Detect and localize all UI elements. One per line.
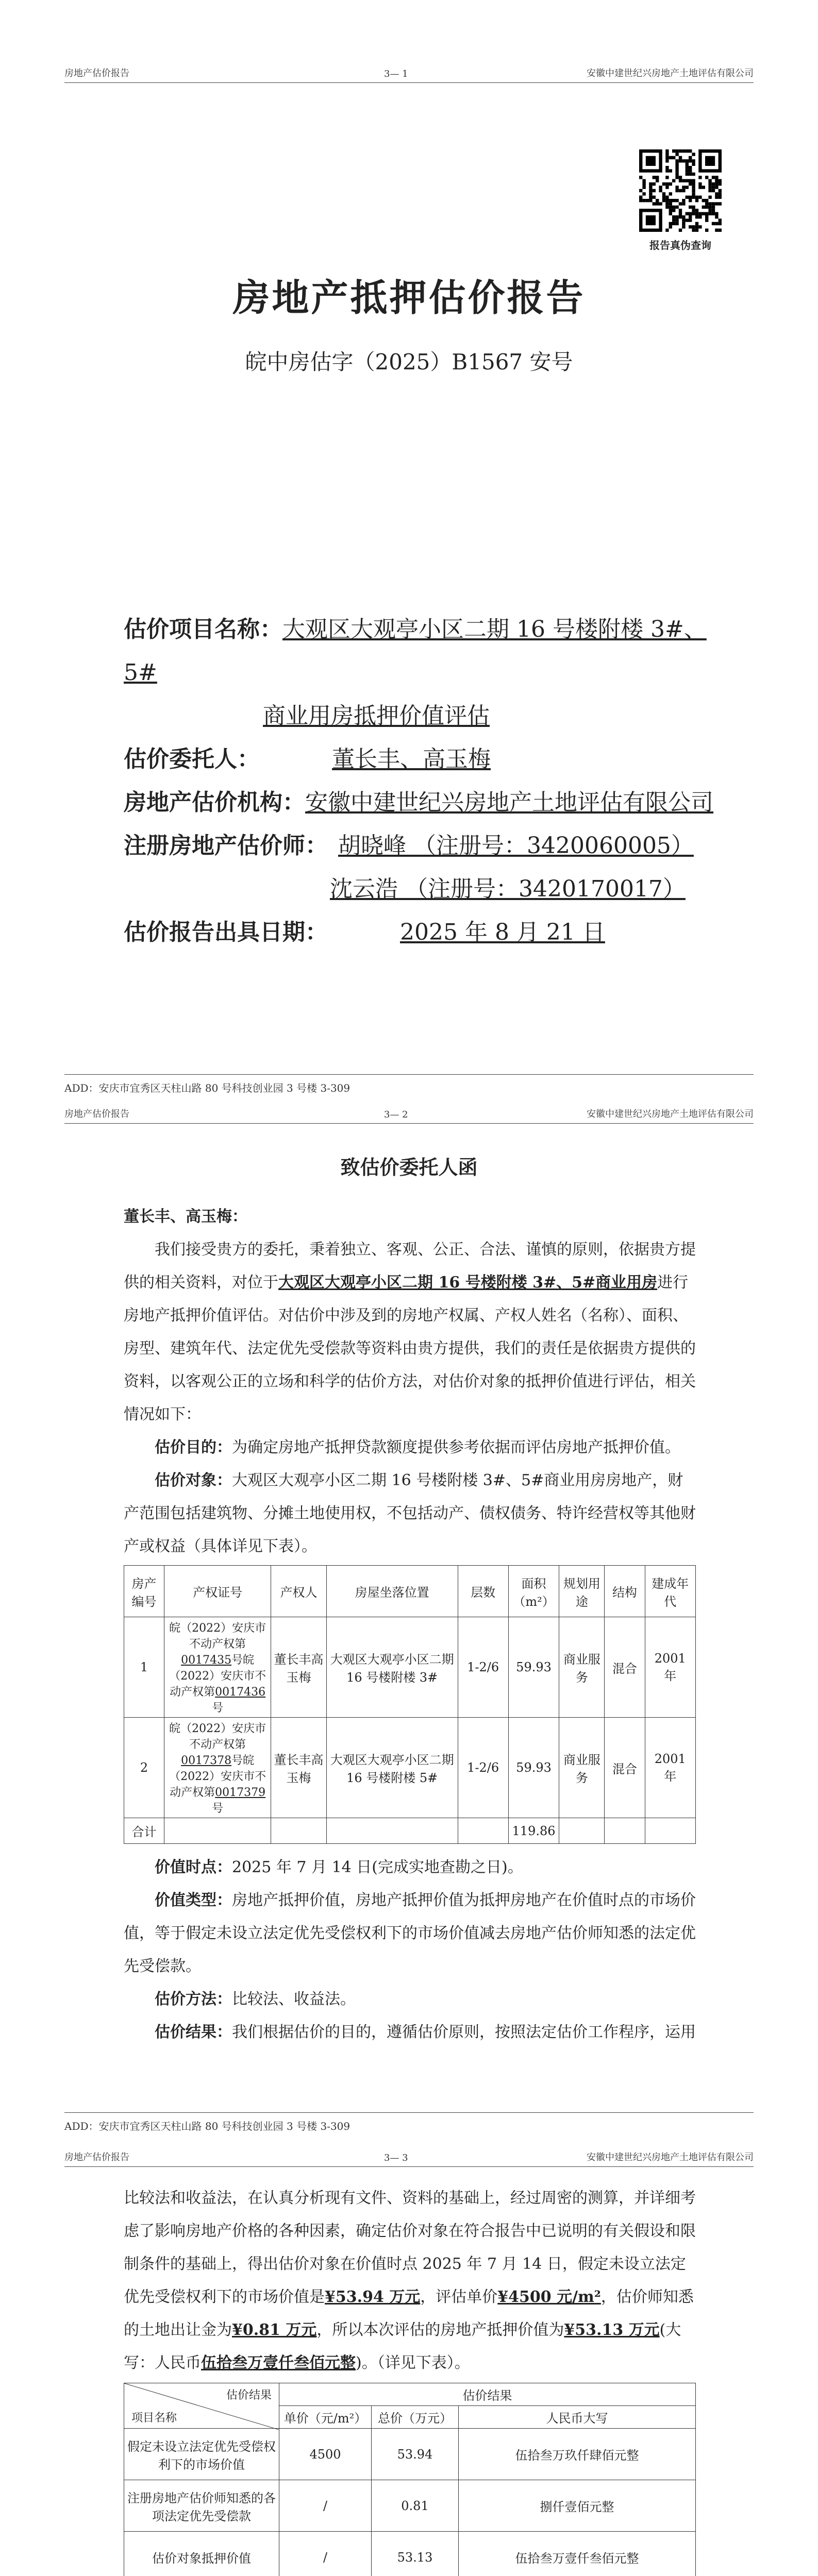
- cell-name: 估价对象抵押价值: [124, 2532, 279, 2576]
- page-header: [64, 62, 754, 83]
- cell-words: 伍拾叁万玖仟肆佰元整: [459, 2429, 696, 2480]
- cell-year: 2001 年: [645, 1617, 696, 1718]
- page-footer: [64, 2112, 754, 2133]
- object-text: 大观区大观亭小区二期 16 号楼附楼 3#、5#商业用房房地产，财产范围包括建筑物、分摊土地使用权，不包括动产、债权债务、特许经营权等其他财产或权益（具体详见下表）。: [124, 1471, 696, 1555]
- valuedate-label: 价值时点：: [155, 1858, 232, 1876]
- result-text-2b: ，评估单价: [420, 2288, 498, 2306]
- cell-unit: 4500: [279, 2429, 372, 2480]
- valuedate-paragraph: [124, 1851, 696, 1884]
- col-header: 产权人: [271, 1566, 327, 1617]
- footer-address: ADD：安庆市宜秀区天柱山路 80 号科技创业园 3 号楼 3-309: [64, 2120, 350, 2132]
- header-left: 房地产估价报告: [64, 68, 129, 79]
- project-name-line2: 商业用房抵押价值评估: [263, 703, 490, 729]
- market-total: ¥53.94 万元: [325, 2288, 421, 2306]
- total-label: 合计: [124, 1818, 164, 1844]
- col-header: 层数: [458, 1566, 508, 1617]
- cell-total: 0.81: [372, 2480, 459, 2532]
- table-row: [124, 1617, 696, 1718]
- cell-cert: [164, 1617, 271, 1718]
- page-footer: [64, 1074, 754, 1095]
- agency-value: 安徽中建世纪兴房地产土地评估有限公司: [305, 789, 713, 816]
- col-header: 人民币大写: [459, 2406, 696, 2429]
- cert-part: 皖（2022）安庆市不动产权第: [169, 1622, 266, 1651]
- empty-cell: [559, 1818, 605, 1844]
- cell-owner: 董长丰高玉梅: [271, 1718, 327, 1818]
- result-text-2a: 比较法和收益法，在认真分析现有文件、资料的基础上，经过周密的测算，并详细考虑了影响房地产价格的各种因素，确定估价对象在符合报告中已说明的有关假设和限制条件的基础上，得出估价对象在价值时点 2025 年 7 月 14 日，假定未设立法定优先受偿权利下的市场价值是: [124, 2189, 696, 2306]
- date-label: 估价报告出具日期：: [124, 919, 328, 945]
- cell-words: 捌仟壹佰元整: [459, 2480, 696, 2532]
- letter-body-2: [124, 2182, 696, 2576]
- qr-code-icon: [639, 149, 722, 232]
- cert-number: 0017436: [215, 1686, 266, 1699]
- cert-part: 号: [212, 1802, 224, 1815]
- cell-structure: 混合: [605, 1617, 645, 1718]
- total-area: 119.86: [508, 1818, 559, 1844]
- col-header: 结构: [605, 1566, 645, 1617]
- intro-text-a: 我们接受贵方的委托，秉着独立、客观、公正、合法、谨慎的原则，依据贵方提供的相关资料，对位于: [124, 1241, 696, 1292]
- cover-info: [124, 608, 716, 954]
- project-name-line1: 大观区大观亭小区二期 16 号楼附楼 3#、5#: [124, 616, 707, 686]
- cell-area: 59.93: [508, 1718, 559, 1818]
- appraiser-2: 沈云浩 （注册号：3420170017）: [330, 876, 686, 902]
- table-row: [124, 2532, 696, 2576]
- appraiser-row-2: [124, 868, 716, 911]
- empty-cell: [326, 1818, 458, 1844]
- object-paragraph: [124, 1464, 696, 1563]
- appraiser-label: 注册房地产估价师：: [124, 833, 328, 859]
- cert-part: 皖（2022）安庆市不动产权第: [169, 1722, 266, 1751]
- cell-words: 伍拾叁万壹仟叁佰元整: [459, 2532, 696, 2576]
- result-group-header: 估价结果: [279, 2383, 696, 2406]
- valuetype-label: 价值类型：: [155, 1891, 232, 1909]
- cell-location: 大观区大观亭小区二期 16 号楼附楼 5#: [326, 1718, 458, 1818]
- col-header: 房屋坐落位置: [326, 1566, 458, 1617]
- valuetype-text: 房地产抵押价值，房地产抵押价值为抵押房地产在价值时点的市场价值，等于假定未设立法定优先受偿权利下的市场价值减去房地产估价师知悉的法定优先受偿款。: [124, 1891, 696, 1975]
- header-left: 房地产估价报告: [64, 2152, 129, 2163]
- cell-year: 2001 年: [645, 1718, 696, 1818]
- diag-top-label: 估价结果: [226, 2389, 272, 2402]
- method-paragraph: [124, 1983, 696, 2016]
- result-paragraph: [124, 2182, 696, 2380]
- cell-name: 注册房地产估价师知悉的各项法定优先受偿款: [124, 2480, 279, 2532]
- cell-use: 商业服务: [559, 1718, 605, 1818]
- empty-cell: [645, 1818, 696, 1844]
- letter-page-1: [0, 1103, 818, 2143]
- client-row: [124, 738, 716, 781]
- cert-number: 0017379: [215, 1786, 266, 1799]
- letter-heading: 致估价委托人函: [340, 1156, 478, 1179]
- diagonal-header-cell: [124, 2383, 279, 2429]
- result-text-2c: ，估价师知悉的土地出让金为: [124, 2288, 694, 2339]
- project-row-2: [124, 694, 716, 738]
- land-fee: ¥0.81 万元: [232, 2321, 317, 2339]
- result-text-1: 我们根据估价的目的，遵循估价原则，按照法定估价工作程序，运用: [232, 2023, 696, 2041]
- total-row: [124, 1818, 696, 1844]
- date-row: [124, 911, 716, 954]
- cell-name: 假定未设立法定优先受偿权利下的市场价值: [124, 2429, 279, 2480]
- mortgage-value: ¥53.13 万元: [564, 2321, 660, 2339]
- header-page-number: 3— 2: [384, 1109, 408, 1120]
- empty-cell: [164, 1818, 271, 1844]
- col-header: 房产编号: [124, 1566, 164, 1617]
- client-value: 董长丰、高玉梅: [332, 746, 491, 772]
- letter-body: [124, 1200, 696, 2049]
- date-value: 2025 年 8 月 21 日: [400, 919, 605, 945]
- result-header-row: [124, 2383, 696, 2406]
- empty-cell: [271, 1818, 327, 1844]
- appraiser-row: [124, 824, 716, 868]
- result-text-2f: )。（详见下表）。: [356, 2354, 470, 2372]
- result-paragraph-start: [124, 2016, 696, 2049]
- valuedate-text: 2025 年 7 月 14 日(完成实地查勘之日)。: [232, 1858, 523, 1876]
- salutation: 董长丰、高玉梅：: [124, 1208, 247, 1226]
- cell-total: 53.94: [372, 2429, 459, 2480]
- empty-cell: [458, 1818, 508, 1844]
- diag-bottom-label: 项目名称: [131, 2412, 177, 2425]
- footer-address: ADD：安庆市宜秀区天柱山路 80 号科技创业园 3 号楼 3-309: [64, 1082, 350, 1094]
- table-row: [124, 1718, 696, 1818]
- purpose-paragraph: [124, 1431, 696, 1464]
- header-right: 安徽中建世纪兴房地产土地评估有限公司: [587, 68, 754, 79]
- agency-row: [124, 781, 716, 824]
- col-header: 总价（万元）: [372, 2406, 459, 2429]
- cover-page: [0, 0, 818, 1094]
- header-left: 房地产估价报告: [64, 1109, 129, 1120]
- property-table: [124, 1565, 696, 1844]
- result-text-2e: (大写：人民币: [124, 2321, 681, 2372]
- project-label: 估价项目名称：: [124, 616, 282, 642]
- empty-cell: [605, 1818, 645, 1844]
- col-header: 面积（m²）: [508, 1566, 559, 1617]
- purpose-text: 为确定房地产抵押贷款额度提供参考依据而评估房地产抵押价值。: [232, 1438, 680, 1456]
- agency-label: 房地产估价机构：: [124, 789, 305, 816]
- appraiser-1: 胡晓峰 （注册号：3420060005）: [338, 833, 694, 859]
- cell-total: 53.13: [372, 2532, 459, 2576]
- result-label: 估价结果：: [155, 2023, 232, 2041]
- cert-number: 0017435: [181, 1654, 232, 1667]
- method-text: 比较法、收益法。: [232, 1990, 356, 2008]
- cell-owner: 董长丰高玉梅: [271, 1617, 327, 1718]
- table-header-row: [124, 1566, 696, 1617]
- header-right: 安徽中建世纪兴房地产土地评估有限公司: [587, 1109, 754, 1120]
- cell-use: 商业服务: [559, 1617, 605, 1718]
- col-header: 单价（元/m²）: [279, 2406, 372, 2429]
- client-label: 估价委托人：: [124, 746, 260, 772]
- qr-code[interactable]: [639, 149, 722, 232]
- header-right: 安徽中建世纪兴房地产土地评估有限公司: [587, 2152, 754, 2163]
- table-row: [124, 2429, 696, 2480]
- intro-text-c: 进行房地产抵押价值评估。对估价中涉及到的房地产权属、产权人姓名（名称）、面积、房型、建筑年代、法定优先受偿款等资料由贵方提供，我们的责任是依据贵方提供的资料，以客观公正的立场和科学的估价方法，对估价对象的抵押价值进行评估，相关情况如下：: [124, 1274, 696, 1423]
- col-header: 产权证号: [164, 1566, 271, 1617]
- unit-price: ¥4500 元/m²: [497, 2288, 601, 2306]
- intro-property: 大观区大观亭小区二期 16 号楼附楼 3#、5#商业用房: [278, 1274, 658, 1292]
- cell-floors: 1-2/6: [458, 1718, 508, 1818]
- cert-part: 号皖（2022）安庆市不动产权第: [169, 1654, 266, 1699]
- document-number: 皖中房估字（2025）B1567 安号: [245, 349, 573, 375]
- report-title: 房地产抵押估价报告: [232, 276, 586, 319]
- object-label: 估价对象：: [155, 1471, 232, 1489]
- mortgage-words: 伍拾叁万壹仟叁佰元整: [201, 2354, 356, 2372]
- page-header: [64, 1103, 754, 1124]
- purpose-label: 估价目的：: [155, 1438, 232, 1456]
- qr-caption: 报告真伪查询: [649, 239, 711, 251]
- cell-area: 59.93: [508, 1617, 559, 1718]
- intro-paragraph: [124, 1233, 696, 1431]
- col-header: 建成年代: [645, 1566, 696, 1617]
- cert-number: 0017378: [181, 1754, 232, 1767]
- cell-unit: /: [279, 2532, 372, 2576]
- cell-cert: [164, 1718, 271, 1818]
- table-row: [124, 2480, 696, 2532]
- header-page-number: 3— 1: [384, 69, 408, 79]
- cell-no: 1: [124, 1617, 164, 1718]
- cert-part: 号皖（2022）安庆市不动产权第: [169, 1754, 266, 1799]
- letter-page-2: [0, 2146, 818, 2576]
- page-header: [64, 2146, 754, 2167]
- cell-structure: 混合: [605, 1718, 645, 1818]
- cell-floors: 1-2/6: [458, 1617, 508, 1718]
- method-label: 估价方法：: [155, 1990, 232, 2008]
- cell-unit: /: [279, 2480, 372, 2532]
- result-text-2d: ，所以本次评估的房地产抵押价值为: [316, 2321, 564, 2339]
- cert-part: 号: [212, 1702, 224, 1715]
- result-table: [124, 2383, 696, 2576]
- valuetype-paragraph: [124, 1884, 696, 1983]
- col-header: 规划用途: [559, 1566, 605, 1617]
- header-page-number: 3— 3: [384, 2153, 408, 2163]
- cell-location: 大观区大观亭小区二期 16 号楼附楼 3#: [326, 1617, 458, 1718]
- project-row: [124, 608, 716, 694]
- cell-no: 2: [124, 1718, 164, 1818]
